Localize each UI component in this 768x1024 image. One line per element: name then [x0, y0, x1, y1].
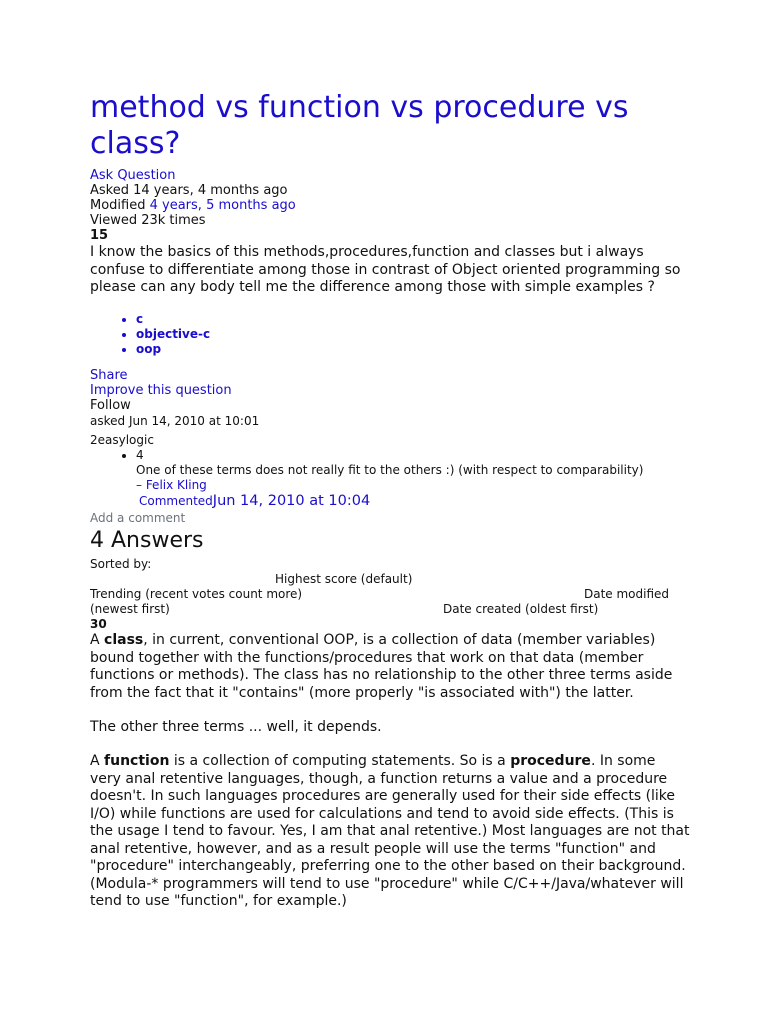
modified-link[interactable]: 4 years, 5 months ago [149, 198, 296, 213]
tag-c[interactable]: • c [136, 312, 210, 327]
sort-option-newest-first[interactable]: (newest first) [90, 602, 170, 616]
modified-label: Modified [90, 198, 146, 213]
tag-oop[interactable]: • oop [136, 342, 210, 357]
comment-meta [136, 494, 736, 509]
improve-question-link[interactable]: Improve this question [90, 383, 232, 398]
text-run: is a collection of computing statements. So is a [169, 753, 511, 769]
comment-date[interactable]: Jun 14, 2010 at 10:04 [212, 493, 371, 509]
ask-question-link[interactable]: Ask Question [90, 168, 176, 183]
share-link[interactable]: Share [90, 368, 128, 383]
bold-term-procedure: procedure [510, 753, 591, 769]
answers-heading: 4 Answers [90, 528, 204, 553]
comment-score: • 4 [136, 448, 144, 462]
bold-term-class: class [104, 632, 144, 648]
modified-info [90, 198, 296, 213]
asked-info: Asked 14 years, 4 months ago [90, 183, 288, 198]
sorted-by-label: Sorted by: [90, 557, 152, 571]
add-comment-link[interactable]: Add a comment [90, 511, 186, 525]
text-run: . In some very anal retentive languages, though, a function returns a value and a procedure doesn't. In such languages procedures are generally used for their side effects (like I/O) while functions are used for calculations and tend to avoid side effects. (This is the usage I tend to favour. Yes, I am that anal retentive.) Most languages are not that anal retentive, however, and as a result people will use the terms "function" and "procedure" interchangeably, preferring one to the other based on their background. (Modula-* programmers will tend to use "procedure" while C/C++/Java/whatever will tend to use "function", for example.) [90, 753, 690, 909]
tag-list [90, 312, 210, 357]
bold-term-function: function [104, 753, 170, 769]
text-run: , in current, conventional OOP, is a collection of data (member variables) bound together with the functions/procedures that work on that data (member functions or methods). The class has no relationship to the other three terms aside from the fact that it "contains" (more properly "is associated with") the latter. [90, 632, 673, 701]
sort-option-highest-score[interactable]: Highest score (default) [275, 572, 413, 586]
viewed-info: Viewed 23k times [90, 213, 206, 228]
question-body: I know the basics of this methods,procedures,function and classes but i always confuse to differentiate among those in contrast of Object oriented programming so please can any body tell me the difference among those with simple examples ? [90, 244, 681, 295]
author-name[interactable]: 2easylogic [90, 433, 154, 447]
commented-label: Commented [139, 494, 213, 508]
tag-objective-c[interactable]: • objective-c [136, 327, 210, 342]
question-title[interactable]: method vs function vs procedure vs class? [90, 90, 629, 161]
answer-score: 30 [90, 617, 107, 631]
sort-option-trending[interactable]: Trending (recent votes count more) [90, 587, 303, 601]
comment-author[interactable]: – Felix Kling [136, 478, 207, 492]
answer-paragraph-class [90, 632, 690, 702]
comment-list [90, 448, 736, 509]
text-run: A [90, 753, 105, 769]
sort-option-date-created[interactable]: Date created (oldest first) [443, 602, 599, 616]
answer-paragraph-intro: The other three terms ... well, it depends. [90, 719, 382, 735]
comment-text: One of these terms does not really fit to the others :) (with respect to comparability) [136, 463, 644, 477]
asked-timestamp: asked Jun 14, 2010 at 10:01 [90, 414, 260, 428]
follow-button[interactable]: Follow [90, 398, 131, 413]
sort-option-date-modified[interactable]: Date modified [584, 587, 670, 601]
text-run: A [90, 632, 105, 648]
question-score: 15 [90, 228, 109, 243]
comment-item [136, 448, 736, 509]
answer-paragraph-function [90, 753, 690, 911]
